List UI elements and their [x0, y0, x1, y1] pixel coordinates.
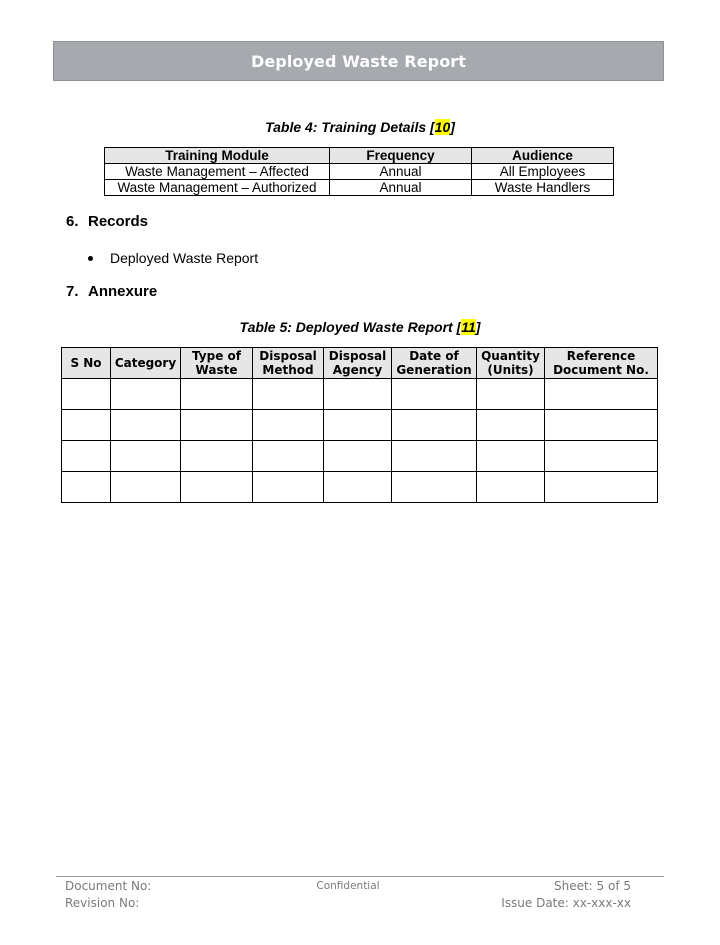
- column-header: [545, 348, 658, 379]
- table-cell: [62, 472, 111, 503]
- deployed-waste-report-table: [61, 347, 658, 503]
- footer-sheet: Sheet: 5 of 5: [553, 879, 631, 893]
- table-cell: [392, 410, 477, 441]
- footer-document-no: Document No:: [65, 879, 152, 893]
- section-number: 7.: [66, 283, 79, 300]
- table-cell: Annual: [330, 180, 472, 196]
- table-cell: [324, 472, 392, 503]
- table-header-row: [105, 148, 614, 164]
- column-header: Frequency: [330, 148, 472, 164]
- table-cell: All Employees: [472, 164, 614, 180]
- table-body: [62, 379, 658, 503]
- table-cell: [545, 379, 658, 410]
- column-header: Audience: [472, 148, 614, 164]
- table-row: [105, 164, 614, 180]
- table4-caption: [0, 119, 720, 135]
- table-cell: [253, 472, 324, 503]
- table-cell: [392, 441, 477, 472]
- section-heading-annexure: [66, 283, 157, 300]
- column-header: [181, 348, 253, 379]
- table-cell: [253, 441, 324, 472]
- list-item: [88, 250, 258, 266]
- column-header: [392, 348, 477, 379]
- table-cell: Waste Handlers: [472, 180, 614, 196]
- table-cell: [253, 410, 324, 441]
- table-cell: [477, 441, 545, 472]
- table-row: [62, 472, 658, 503]
- table-cell: [253, 379, 324, 410]
- table-cell: [477, 379, 545, 410]
- column-header-line: Document No.: [553, 363, 649, 377]
- column-header-line: Waste: [195, 363, 238, 377]
- column-header: Training Module: [105, 148, 330, 164]
- column-header-line: Method: [262, 363, 314, 377]
- table-cell: [181, 410, 253, 441]
- table-cell: Annual: [330, 164, 472, 180]
- document-header-bar: [53, 41, 664, 81]
- table5-caption-end: ]: [475, 319, 481, 335]
- training-details-table: [104, 147, 614, 196]
- section-title: Records: [88, 213, 149, 230]
- table4-caption-end: ]: [450, 119, 455, 135]
- table-cell: Waste Management – Authorized: [105, 180, 330, 196]
- table4-caption-ref: 10: [434, 119, 451, 135]
- footer-confidential: Confidential: [316, 880, 380, 892]
- table-cell: [181, 472, 253, 503]
- table-cell: [477, 410, 545, 441]
- column-header-line: Category: [114, 356, 177, 370]
- table5-caption: [0, 319, 720, 335]
- table-cell: [324, 379, 392, 410]
- table-row: [105, 180, 614, 196]
- column-header-line: Reference: [566, 349, 636, 363]
- section-number: 6.: [66, 213, 79, 230]
- column-header-line: Disposal: [259, 349, 317, 363]
- table-cell: [545, 441, 658, 472]
- table-cell: [62, 410, 111, 441]
- list-item-text: Deployed Waste Report: [110, 250, 259, 266]
- footer-issue-date: Issue Date: xx-xxx-xx: [501, 896, 631, 910]
- table-row: [62, 410, 658, 441]
- table-cell: [181, 441, 253, 472]
- column-header-line: Generation: [396, 363, 472, 377]
- column-header-line: Date of: [409, 349, 459, 363]
- column-header-line: Agency: [332, 363, 383, 377]
- column-header-line: (Units): [487, 363, 534, 377]
- table-cell: [545, 472, 658, 503]
- table-header-row: [62, 348, 658, 379]
- document-title: Deployed Waste Report: [250, 51, 467, 71]
- section-heading-records: [66, 213, 148, 230]
- table5-caption-text: Table 5: Deployed Waste Report [: [239, 319, 462, 335]
- table-cell: [62, 441, 111, 472]
- footer-revision-no: Revision No:: [65, 896, 140, 910]
- bullet-icon: [88, 256, 93, 261]
- table-cell: [392, 379, 477, 410]
- footer-divider: [56, 876, 664, 877]
- column-header: [324, 348, 392, 379]
- column-header-line: Type of: [192, 349, 241, 363]
- table-cell: [477, 472, 545, 503]
- table-cell: [111, 379, 181, 410]
- table-cell: [181, 379, 253, 410]
- table-cell: [545, 410, 658, 441]
- table-row: [62, 441, 658, 472]
- table-cell: [111, 441, 181, 472]
- table-cell: [324, 441, 392, 472]
- column-header: [253, 348, 324, 379]
- column-header: [111, 348, 181, 379]
- column-header-line: S No: [70, 356, 102, 370]
- table-cell: [111, 410, 181, 441]
- table-cell: [62, 379, 111, 410]
- section-title: Annexure: [88, 283, 158, 300]
- column-header-line: Disposal: [328, 349, 387, 363]
- table-cell: [324, 410, 392, 441]
- table-row: [62, 379, 658, 410]
- column-header: [62, 348, 111, 379]
- column-header: [477, 348, 545, 379]
- table4-caption-text: Table 4: Training Details [: [265, 119, 435, 135]
- table-cell: [392, 472, 477, 503]
- table-cell: Waste Management – Affected: [105, 164, 330, 180]
- table5-caption-ref: 11: [461, 319, 476, 335]
- table-cell: [111, 472, 181, 503]
- column-header-line: Quantity: [481, 349, 540, 363]
